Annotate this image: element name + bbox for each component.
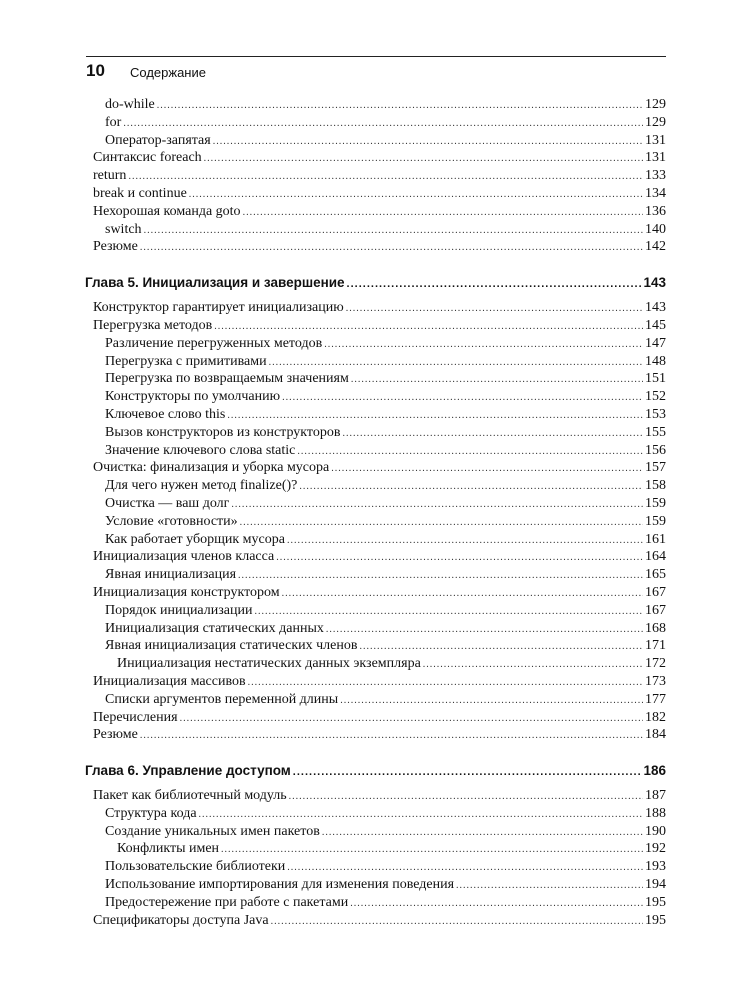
- toc-entry-title: Предостережение при работе с пакетами: [105, 894, 349, 910]
- toc-entry-page-number: 134: [645, 185, 666, 201]
- dot-leader: [456, 877, 643, 895]
- toc-entry: [93, 894, 666, 912]
- toc-entry: [93, 495, 666, 513]
- toc-entry-title: Инициализация статических данных: [105, 620, 324, 636]
- toc-entry-page-number: 195: [645, 894, 666, 910]
- dot-leader: [227, 407, 643, 425]
- toc-entry-title: Глава 5. Инициализация и завершение: [85, 275, 345, 291]
- toc-entry: [93, 442, 666, 460]
- toc-entry-page-number: 143: [643, 275, 666, 291]
- toc-entry: [93, 203, 666, 221]
- toc-entry-title: Явная инициализация статических членов: [105, 638, 358, 654]
- dot-leader: [289, 788, 643, 806]
- toc-entry-page-number: 161: [645, 531, 666, 547]
- toc-entry: [93, 548, 666, 566]
- dot-leader: [269, 354, 643, 372]
- dot-leader: [240, 514, 643, 532]
- toc-entry-title: Структура кода: [105, 805, 197, 821]
- toc-entry-page-number: 140: [645, 221, 666, 237]
- toc-entry-title: Как работает уборщик мусора: [105, 531, 285, 547]
- toc-entry-title: Пакет как библиотечный модуль: [93, 788, 287, 804]
- toc-entry: [93, 637, 666, 655]
- dot-leader: [123, 115, 643, 133]
- toc-entry-title: Конструктор гарантирует инициализацию: [93, 300, 344, 316]
- dot-leader: [340, 692, 643, 710]
- dot-leader: [282, 389, 643, 407]
- toc-chapter-heading: [85, 761, 666, 781]
- dot-leader: [144, 222, 643, 240]
- dot-leader: [287, 532, 643, 550]
- toc-entry-page-number: 192: [645, 841, 666, 857]
- dot-leader: [140, 727, 643, 745]
- toc-entry-page-number: 167: [645, 584, 666, 600]
- dot-leader: [271, 913, 643, 931]
- toc-entry: [93, 424, 666, 442]
- toc-entry: [93, 531, 666, 549]
- toc-entry: [93, 655, 666, 673]
- toc-entry-title: Глава 6. Управление доступом: [85, 763, 291, 779]
- toc-entry: [93, 132, 666, 150]
- toc-entry: [93, 787, 666, 805]
- toc-entry-title: Порядок инициализации: [105, 602, 253, 618]
- toc-entry-title: Ключевое слово this: [105, 406, 226, 422]
- toc-entry-page-number: 177: [645, 691, 666, 707]
- toc-entry-page-number: 165: [645, 567, 666, 583]
- dot-leader: [350, 895, 643, 913]
- table-of-contents: [85, 96, 666, 929]
- dot-leader: [157, 97, 643, 115]
- toc-entry-title: Инициализация конструктором: [93, 584, 280, 600]
- dot-leader: [204, 150, 643, 168]
- dot-leader: [297, 443, 643, 461]
- page-number: 10: [86, 61, 105, 80]
- toc-entry-title: Перечисления: [93, 709, 178, 725]
- toc-entry-page-number: 184: [645, 727, 666, 743]
- toc-entry-title: Синтаксис foreach: [93, 150, 202, 166]
- toc-entry: [93, 620, 666, 638]
- toc-entry-page-number: 145: [645, 317, 666, 333]
- toc-entry: [93, 876, 666, 894]
- toc-entry-title: Использование импортирования для изменения поведения: [105, 877, 455, 893]
- toc-entry: [93, 912, 666, 930]
- toc-entry-page-number: 186: [643, 763, 666, 779]
- toc-entry-title: Условие «готовности»: [105, 513, 238, 529]
- toc-entry-title: Оператор-запятая: [105, 132, 211, 148]
- toc-entry: [93, 805, 666, 823]
- running-header-title: Содержание: [130, 65, 206, 80]
- dot-leader: [324, 336, 643, 354]
- toc-entry-page-number: 152: [645, 389, 666, 405]
- toc-entry: [93, 840, 666, 858]
- toc-entry-page-number: 131: [645, 132, 666, 148]
- dot-leader: [238, 567, 643, 585]
- dot-leader: [326, 621, 643, 639]
- toc-entry-title: return: [93, 168, 127, 184]
- toc-entry-page-number: 164: [645, 549, 666, 565]
- toc-entry-title: Значение ключевого слова static: [105, 442, 296, 458]
- dot-leader: [322, 824, 643, 842]
- dot-leader: [299, 478, 643, 496]
- toc-entry: [93, 823, 666, 841]
- dot-leader: [347, 274, 642, 294]
- toc-entry-page-number: 171: [645, 638, 666, 654]
- toc-chapter-heading: [85, 273, 666, 293]
- toc-entry-title: break и continue: [93, 185, 187, 201]
- toc-entry: [93, 477, 666, 495]
- dot-leader: [140, 239, 643, 257]
- toc-entry-page-number: 129: [645, 97, 666, 112]
- toc-entry: [93, 709, 666, 727]
- toc-entry: [93, 584, 666, 602]
- toc-entry: [93, 370, 666, 388]
- toc-entry-title: do-while: [105, 97, 155, 112]
- toc-entry-title: Нехорошая команда goto: [93, 203, 241, 219]
- toc-entry: [93, 673, 666, 691]
- dot-leader: [293, 762, 642, 782]
- toc-entry-title: Различение перегруженных методов: [105, 335, 323, 351]
- toc-entry-title: Конструкторы по умолчанию: [105, 389, 281, 405]
- dot-leader: [243, 204, 643, 222]
- toc-entry-page-number: 190: [645, 823, 666, 839]
- toc-entry-title: Инициализация массивов: [93, 673, 246, 689]
- toc-entry-title: Конфликты имен: [117, 841, 220, 857]
- toc-entry: [93, 149, 666, 167]
- toc-entry-title: for: [105, 114, 122, 130]
- toc-entry-page-number: 188: [645, 805, 666, 821]
- toc-entry: [93, 317, 666, 335]
- toc-entry-page-number: 172: [645, 656, 666, 672]
- toc-entry: [93, 114, 666, 132]
- toc-entry: [93, 726, 666, 744]
- dot-leader: [221, 841, 643, 859]
- toc-entry-page-number: 155: [645, 424, 666, 440]
- toc-entry-title: Очистка — ваш долг: [105, 495, 230, 511]
- dot-leader: [359, 638, 643, 656]
- toc-entry-page-number: 131: [645, 150, 666, 166]
- dot-leader: [276, 549, 643, 567]
- toc-entry-page-number: 159: [645, 495, 666, 511]
- toc-entry-page-number: 157: [645, 460, 666, 476]
- toc-entry-page-number: 193: [645, 859, 666, 875]
- toc-entry-page-number: 156: [645, 442, 666, 458]
- dot-leader: [331, 460, 643, 478]
- toc-entry-page-number: 173: [645, 673, 666, 689]
- toc-entry-page-number: 159: [645, 513, 666, 529]
- toc-entry-title: Вызов конструкторов из конструкторов: [105, 424, 341, 440]
- toc-entry-title: Для чего нужен метод finalize()?: [105, 478, 298, 494]
- toc-entry-page-number: 129: [645, 114, 666, 130]
- toc-entry-page-number: 147: [645, 335, 666, 351]
- toc-entry: [93, 388, 666, 406]
- toc-entry: [93, 221, 666, 239]
- dot-leader: [342, 425, 643, 443]
- toc-entry-page-number: 182: [645, 709, 666, 725]
- toc-entry-page-number: 136: [645, 203, 666, 219]
- toc-entry-title: Резюме: [93, 239, 138, 255]
- toc-entry-page-number: 143: [645, 300, 666, 316]
- toc-entry-page-number: 168: [645, 620, 666, 636]
- toc-entry: [93, 96, 666, 114]
- dot-leader: [189, 186, 643, 204]
- toc-entry-page-number: 142: [645, 239, 666, 255]
- toc-entry-page-number: 148: [645, 353, 666, 369]
- toc-entry-title: Очистка: финализация и уборка мусора: [93, 460, 330, 476]
- toc-entry: [93, 167, 666, 185]
- toc-entry: [93, 858, 666, 876]
- toc-entry-page-number: 151: [645, 371, 666, 387]
- dot-leader: [423, 656, 643, 674]
- toc-entry: [93, 566, 666, 584]
- toc-entry: [93, 691, 666, 709]
- toc-entry-title: Перегрузка методов: [93, 317, 213, 333]
- dot-leader: [180, 710, 643, 728]
- page-header: [86, 56, 666, 85]
- toc-entry: [93, 406, 666, 424]
- toc-entry: [93, 513, 666, 531]
- toc-entry-title: switch: [105, 221, 142, 237]
- toc-entry-title: Списки аргументов переменной длины: [105, 691, 339, 707]
- dot-leader: [287, 859, 643, 877]
- toc-entry: [93, 238, 666, 256]
- dot-leader: [254, 603, 643, 621]
- toc-entry: [93, 602, 666, 620]
- dot-leader: [199, 806, 643, 824]
- dot-leader: [282, 585, 643, 603]
- toc-entry: [93, 335, 666, 353]
- toc-entry-page-number: 133: [645, 168, 666, 184]
- dot-leader: [351, 371, 643, 389]
- toc-entry-page-number: 195: [645, 912, 666, 928]
- dot-leader: [213, 133, 643, 151]
- toc-entry-title: Перегрузка с примитивами: [105, 353, 267, 369]
- toc-entry: [93, 459, 666, 477]
- toc-entry: [93, 185, 666, 203]
- toc-entry-page-number: 153: [645, 406, 666, 422]
- toc-entry-title: Перегрузка по возвращаемым значениям: [105, 371, 349, 387]
- dot-leader: [214, 318, 643, 336]
- toc-entry: [93, 299, 666, 317]
- toc-entry-page-number: 167: [645, 602, 666, 618]
- toc-entry-title: Пользовательские библиотеки: [105, 859, 286, 875]
- dot-leader: [231, 496, 643, 514]
- toc-entry-title: Спецификаторы доступа Java: [93, 912, 269, 928]
- dot-leader: [248, 674, 643, 692]
- toc-entry-title: Инициализация членов класса: [93, 549, 275, 565]
- dot-leader: [346, 300, 643, 318]
- toc-entry-page-number: 187: [645, 788, 666, 804]
- toc-entry: [93, 353, 666, 371]
- toc-entry-title: Явная инициализация: [105, 567, 237, 583]
- toc-entry-title: Инициализация нестатических данных экземпляра: [117, 656, 421, 672]
- toc-entry-title: Создание уникальных имен пакетов: [105, 823, 320, 839]
- toc-entry-page-number: 158: [645, 478, 666, 494]
- toc-entry-title: Резюме: [93, 727, 138, 743]
- toc-entry-page-number: 194: [645, 877, 666, 893]
- dot-leader: [128, 168, 643, 186]
